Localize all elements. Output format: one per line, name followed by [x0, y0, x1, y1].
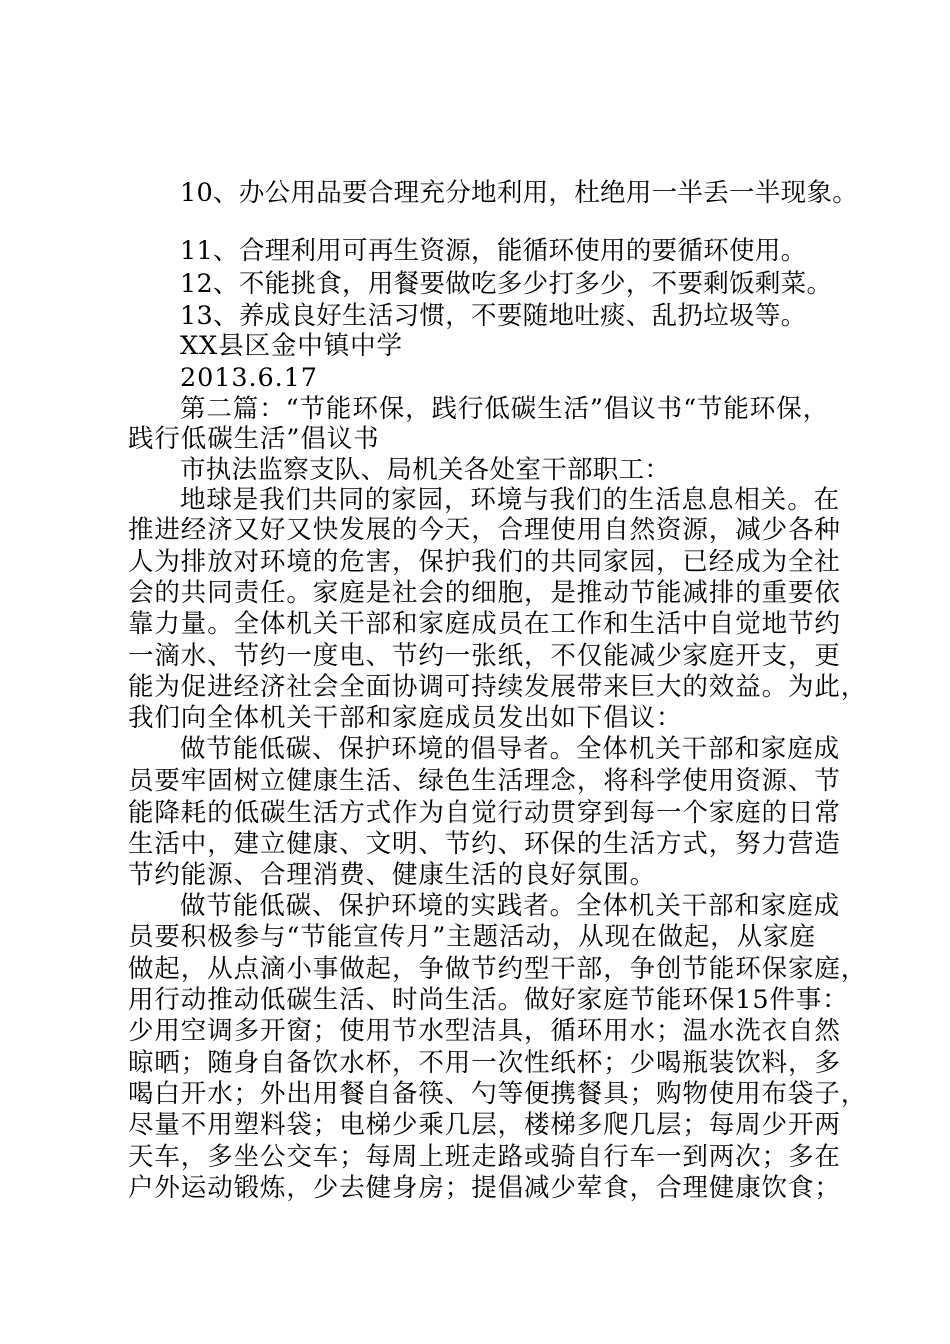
paragraph-line: 做节能低碳、保护环境的实践者。全体机关干部和家庭成	[180, 891, 841, 921]
paragraph-line: 尽量不用塑料袋；电梯少乘几层，楼梯多爬几层；每周少开两	[128, 1110, 841, 1140]
list-item-11: 11、合理利用可再生资源，能循环使用的要循环使用。	[180, 236, 807, 266]
paragraph-line: 户外运动锻炼，少去健身房；提倡减少荤食，合理健康饮食；	[128, 1173, 841, 1203]
paragraph-line: 我们向全体机关干部和家庭成员发出如下倡议：	[128, 703, 683, 733]
list-item-10: 10、办公用品要合理充分地利用，杜绝用一半丢一半现象。	[180, 178, 859, 208]
paragraph-line: 用行动推动低碳生活、时尚生活。做好家庭节能环保15件事：	[128, 985, 849, 1015]
list-item-13: 13、养成良好生活习惯，不要随地吐痰、乱扔垃圾等。	[180, 301, 807, 331]
paragraph-line: 少用空调多开窗；使用节水型洁具，循环用水；温水洗衣自然	[128, 1016, 841, 1046]
paragraph-line: 推进经济又好又快发展的今天，合理使用自然资源，减少各种	[128, 515, 841, 545]
paragraph-line: 员要牢固树立健康生活、绿色生活理念，将科学使用资源、节	[128, 766, 841, 796]
paragraph-line: 能为促进经济社会全面协调可持续发展带来巨大的效益。为此，	[128, 672, 868, 702]
paragraph-line: 能降耗的低碳生活方式作为自觉行动贯穿到每一个家庭的日常	[128, 798, 841, 828]
paragraph-line: 会的共同责任。家庭是社会的细胞，是推动节能减排的重要依	[128, 578, 841, 608]
paragraph-line: 做起，从点滴小事做起，争做节约型干部，争创节能环保家庭，	[128, 954, 868, 984]
paragraph-line: 靠力量。全体机关干部和家庭成员在工作和生活中自觉地节约	[128, 609, 841, 639]
paragraph-line: 晾晒；随身自备饮水杯，不用一次性纸杯；少喝瓶装饮料，多	[128, 1048, 841, 1078]
paragraph-line: 生活中，建立健康、文明、节约、环保的生活方式，努力营造	[128, 829, 841, 859]
paragraph-line: 一滴水、节约一度电、节约一张纸，不仅能减少家庭开支，更	[128, 641, 841, 671]
paragraph-line: 做节能低碳、保护环境的倡导者。全体机关干部和家庭成	[180, 734, 841, 764]
paragraph-line: 员要积极参与“节能宣传月”主题活动，从现在做起，从家庭	[128, 922, 816, 952]
section-title-line: 践行低碳生活”倡议书	[128, 424, 380, 454]
paragraph-line: 人为排放对环境的危害，保护我们的共同家园，已经成为全社	[128, 547, 841, 577]
paragraph-line: 地球是我们共同的家园，环境与我们的生活息息相关。在	[180, 485, 841, 515]
list-item-12: 12、不能挑食，用餐要做吃多少打多少，不要剩饭剩菜。	[180, 269, 833, 299]
paragraph-line: 节约能源、合理消费、健康生活的良好氛围。	[128, 860, 657, 890]
paragraph-line: 喝白开水；外出用餐自备筷、勺等便携餐具；购物使用布袋子，	[128, 1079, 868, 1109]
salutation: 市执法监察支队、局机关各处室干部职工：	[180, 455, 671, 485]
paragraph-line: 天车，多坐公交车；每周上班走路或骑自行车一到两次；多在	[128, 1142, 841, 1172]
date: 2013.6.17	[180, 363, 318, 393]
section-title-line: 第二篇：“节能环保，践行低碳生活”倡议书“节能环保，	[180, 394, 830, 424]
signature: XX县区金中镇中学	[180, 331, 403, 361]
